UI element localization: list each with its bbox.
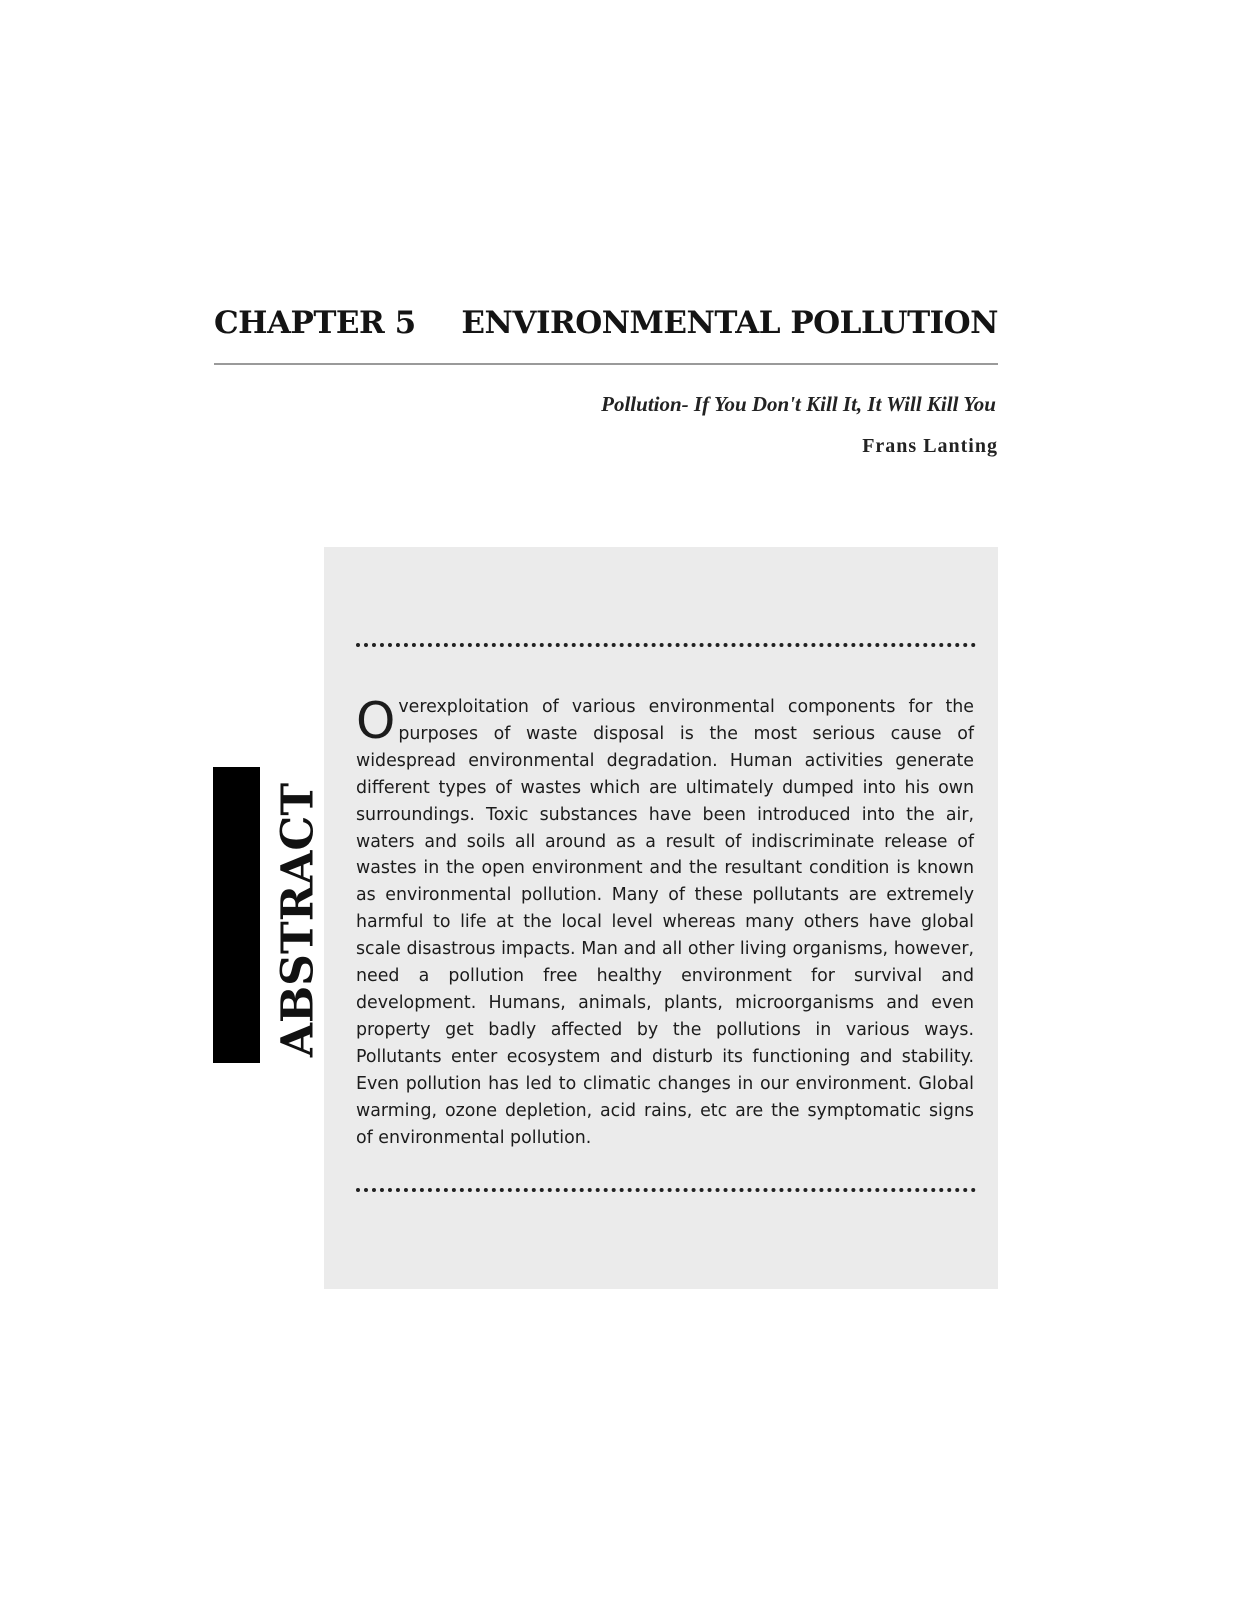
- abstract-body: [356, 694, 974, 1151]
- abstract-label: ABSTRACT: [272, 782, 324, 1058]
- chapter-number: CHAPTER 5: [214, 305, 416, 341]
- dotted-divider-top: [356, 643, 976, 647]
- drop-cap: O: [356, 692, 396, 750]
- chapter-title: ENVIRONMENTAL POLLUTION: [461, 305, 998, 341]
- abstract-body-text: verexploitation of various environmental components for the purposes of waste disposal is the most serious cause of widespread environmental degradation. Human activities generate different types of wastes which are ultimately dumped into his own surroundings. Toxic substances have been introduced into the air, waters and soils all around as a result of indiscriminate release of wastes in the open environment and the resultant condition is known as environmental pollution. Many of these pollutants are extremely harmful to life at the local level whereas many others have global scale disastrous impacts. Man and all other living organisms, however, need a pollution free healthy environment for survival and development. Humans, animals, plants, microorganisms and even property get badly affected by the pollutions in various ways. Pollutants enter ecosystem and disturb its functioning and stability. Even pollution has led to climatic changes in our environment. Global warming, ozone depletion, acid rains, etc are the symptomatic signs of environmental pollution.: [356, 697, 974, 1148]
- epigraph-author: Frans Lanting: [862, 435, 998, 457]
- abstract-sidebar-bar: [213, 767, 260, 1063]
- epigraph-quote: Pollution- If You Don't Kill It, It Will Kill You: [601, 392, 996, 416]
- chapter-header: [214, 305, 998, 365]
- abstract-panel: [324, 547, 998, 1289]
- dotted-divider-bottom: [356, 1188, 976, 1192]
